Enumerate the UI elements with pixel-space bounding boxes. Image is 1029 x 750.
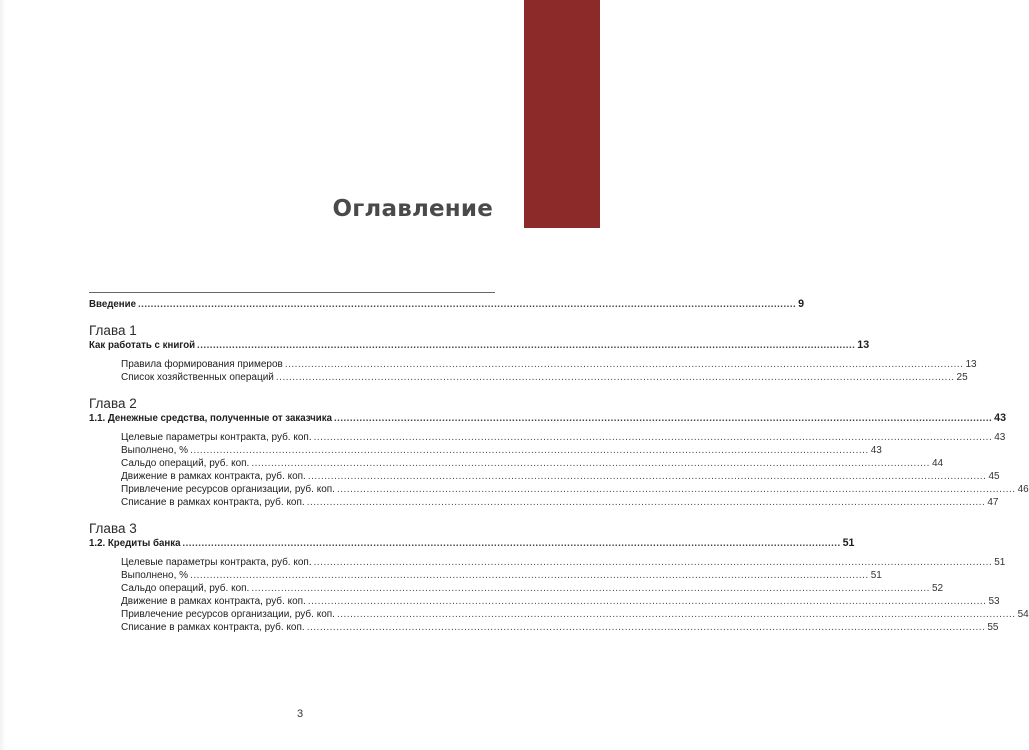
toc-item-title: Привлечение ресурсов организации, руб. коп. bbox=[121, 484, 335, 495]
divider bbox=[89, 292, 495, 293]
toc-item[interactable] bbox=[89, 470, 1000, 483]
toc-item-page: 51 bbox=[994, 557, 1006, 568]
toc-item-title: Список хозяйственных операций bbox=[121, 372, 274, 383]
dot-leader: ............................................................................................................................................................................................................... bbox=[333, 413, 993, 424]
toc-item[interactable] bbox=[89, 444, 882, 457]
chapter-label: Глава 1 bbox=[89, 323, 137, 338]
toc-item-page: 43 bbox=[870, 445, 882, 456]
toc-item-page: 54 bbox=[1017, 609, 1029, 620]
dot-leader: ............................................................................................................................................................................................................... bbox=[336, 484, 1016, 495]
toc-item[interactable] bbox=[89, 556, 1006, 569]
toc-entry-title: Введение bbox=[89, 299, 137, 310]
toc-section[interactable] bbox=[89, 412, 1007, 425]
toc-item-page: 45 bbox=[988, 471, 1000, 482]
chapter-label: Глава 3 bbox=[89, 521, 137, 536]
toc-item[interactable] bbox=[89, 358, 977, 371]
table-of-contents bbox=[89, 298, 1029, 634]
toc-item[interactable] bbox=[89, 621, 999, 634]
toc-item-title: Целевые параметры контракта, руб. коп. bbox=[121, 432, 312, 443]
dot-leader: ............................................................................................................................................................................................................... bbox=[307, 471, 987, 482]
toc-section-title: 1.1. Денежные средства, полученные от заказчика bbox=[89, 413, 333, 424]
toc-item-page: 44 bbox=[931, 458, 944, 469]
toc-item-page: 51 bbox=[870, 570, 882, 581]
toc-item-page: 46 bbox=[1017, 484, 1029, 495]
toc-item[interactable] bbox=[89, 569, 882, 582]
toc-item[interactable] bbox=[89, 371, 968, 384]
dot-leader: ............................................................................................................................................................................................................... bbox=[251, 458, 930, 469]
toc-item[interactable] bbox=[89, 582, 944, 595]
page-edge bbox=[0, 0, 6, 750]
dot-leader: ............................................................................................................................................................................................................... bbox=[182, 538, 841, 549]
dot-leader: ............................................................................................................................................................................................................... bbox=[275, 372, 955, 383]
chapter-label: Глава 2 bbox=[89, 396, 137, 411]
toc-item-page: 55 bbox=[987, 622, 999, 633]
toc-item-title: Списание в рамках контракта, руб. коп. bbox=[121, 622, 305, 633]
toc-item-title: Сальдо операций, руб. коп. bbox=[121, 458, 250, 469]
toc-item-title: Списание в рамках контракта, руб. коп. bbox=[121, 497, 305, 508]
toc-section-page: 13 bbox=[857, 339, 870, 351]
toc-section[interactable] bbox=[89, 537, 855, 550]
toc-item-page: 53 bbox=[988, 596, 1000, 607]
toc-item-page: 13 bbox=[965, 359, 977, 370]
toc-item-title: Правила формирования примеров bbox=[121, 359, 283, 370]
toc-item[interactable] bbox=[89, 431, 1006, 444]
dot-leader: ............................................................................................................................................................................................................... bbox=[313, 432, 993, 443]
toc-item-title: Целевые параметры контракта, руб. коп. bbox=[121, 557, 312, 568]
dot-leader: ............................................................................................................................................................................................................... bbox=[197, 340, 856, 351]
page-title: Оглавление bbox=[332, 196, 493, 222]
toc-item-page: 47 bbox=[987, 497, 999, 508]
toc-item-title: Движение в рамках контракта, руб. коп. bbox=[121, 471, 306, 482]
toc-section-title: Как работать с книгой bbox=[89, 340, 196, 351]
toc-item-title: Привлечение ресурсов организации, руб. коп. bbox=[121, 609, 335, 620]
toc-entry-page: 9 bbox=[798, 298, 805, 310]
dot-leader: ............................................................................................................................................................................................................... bbox=[251, 583, 930, 594]
toc-section[interactable] bbox=[89, 339, 870, 352]
dot-leader: ............................................................................................................................................................................................................... bbox=[306, 497, 986, 508]
toc-section-title: 1.2. Кредиты банка bbox=[89, 538, 181, 549]
toc-item-title: Сальдо операций, руб. коп. bbox=[121, 583, 250, 594]
dot-leader: ............................................................................................................................................................................................................... bbox=[190, 570, 869, 581]
dot-leader: ............................................................................................................................................................................................................... bbox=[313, 557, 993, 568]
dot-leader: ............................................................................................................................................................................................................... bbox=[307, 596, 987, 607]
toc-item[interactable] bbox=[89, 608, 1029, 621]
toc-item[interactable] bbox=[89, 457, 944, 470]
toc-section-page: 43 bbox=[994, 412, 1007, 424]
toc-item[interactable] bbox=[89, 483, 1029, 496]
toc-section-page: 51 bbox=[842, 537, 855, 549]
toc-item-page: 52 bbox=[931, 583, 944, 594]
toc-item-title: Движение в рамках контракта, руб. коп. bbox=[121, 596, 306, 607]
chapter-tab-marker bbox=[524, 0, 600, 228]
toc-item-page: 25 bbox=[956, 372, 968, 383]
page-number: 3 bbox=[296, 708, 304, 720]
toc-item-page: 43 bbox=[994, 432, 1006, 443]
dot-leader: ............................................................................................................................................................................................................... bbox=[284, 359, 964, 370]
toc-item[interactable] bbox=[89, 496, 999, 509]
dot-leader: ............................................................................................................................................................................................................... bbox=[306, 622, 986, 633]
toc-item[interactable] bbox=[89, 595, 1000, 608]
toc-item-title: Выполнено, % bbox=[121, 445, 189, 456]
dot-leader: ............................................................................................................................................................................................................... bbox=[190, 445, 869, 456]
dot-leader: ............................................................................................................................................................................................................... bbox=[137, 299, 797, 310]
toc-item-title: Выполнено, % bbox=[121, 570, 189, 581]
dot-leader: ............................................................................................................................................................................................................... bbox=[336, 609, 1016, 620]
toc-entry-introduction[interactable] bbox=[89, 298, 805, 311]
